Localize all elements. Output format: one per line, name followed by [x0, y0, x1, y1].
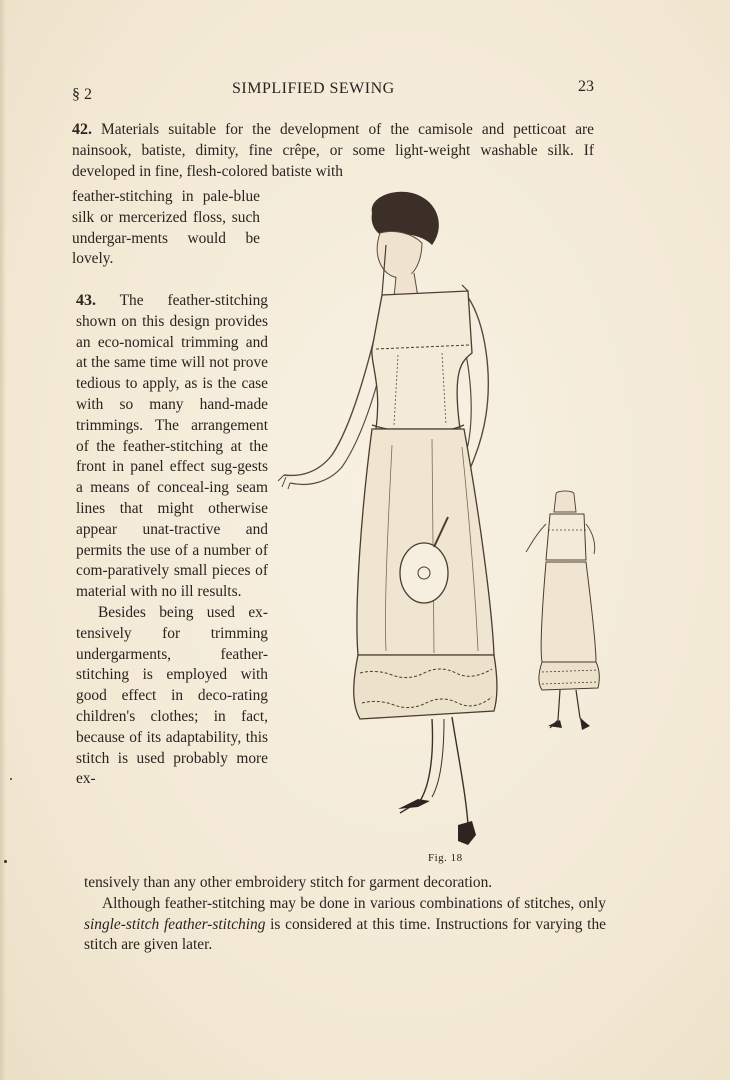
paragraph-43-text: The feather-stitching shown on this design provides an eco-nomical trimming and at the same time will not prove tedious to apply, as is the case with so many hand-made trimmings. The arrangement of the feather-stitching at the front in panel effect sug-gests a means of conceal-ing seam lines that might otherwise appear unat-tractive and permits the use of a number of com-paratively small pieces of material with no ill results. — [76, 292, 268, 601]
paragraph-number-42: 42. — [72, 121, 92, 138]
page-edge-shadow — [0, 0, 6, 1080]
paragraph-although-text-end: is considered at this time. Instructions for varying the stitch are given later. — [84, 915, 606, 954]
paragraph-although — [84, 894, 606, 956]
paragraph-besides: Besides being used ex-tensively for trimming undergarments, feather-stitching is employed with good effect in deco-rating children's clothes; in fact, because of its adaptability, this stitch is used probably more ex- — [76, 603, 268, 788]
paragraph-42-text: Materials suitable for the development of the camisole and petticoat are nainsook, batiste, dimity, fine crêpe, or some light-weight washable silk. If developed in fine, flesh-colored batiste with — [72, 121, 594, 180]
page-number: 23 — [578, 78, 594, 95]
italic-term: single-stitch feather-stitching — [84, 915, 266, 933]
book-title: SIMPLIFIED SEWING — [232, 80, 395, 97]
paragraph-although-text-start: Although feather-stitching may be done in various combinations of stitches, only — [102, 894, 606, 912]
paragraph-42 — [72, 120, 594, 182]
paragraph-number-43: 43. — [76, 292, 96, 309]
left-column — [76, 291, 268, 790]
figure-18-back-view-illustration — [520, 490, 610, 745]
section-mark: § 2 — [72, 86, 92, 103]
paragraph-42-continued-text: feather-stitching in pale-blue silk or mercerized floss, such undergar-ments would be lovely. — [72, 188, 260, 268]
full-width-text — [84, 873, 606, 956]
page-speck — [4, 860, 7, 863]
page-speck — [10, 778, 12, 780]
running-head — [72, 80, 594, 104]
paragraph-besides-continued: tensively than any other embroidery stitch for garment decoration. — [84, 874, 493, 891]
paragraph-42-continued — [72, 187, 260, 270]
figure-18-main-illustration — [272, 185, 512, 845]
figure-caption: Fig. 18 — [428, 852, 463, 864]
